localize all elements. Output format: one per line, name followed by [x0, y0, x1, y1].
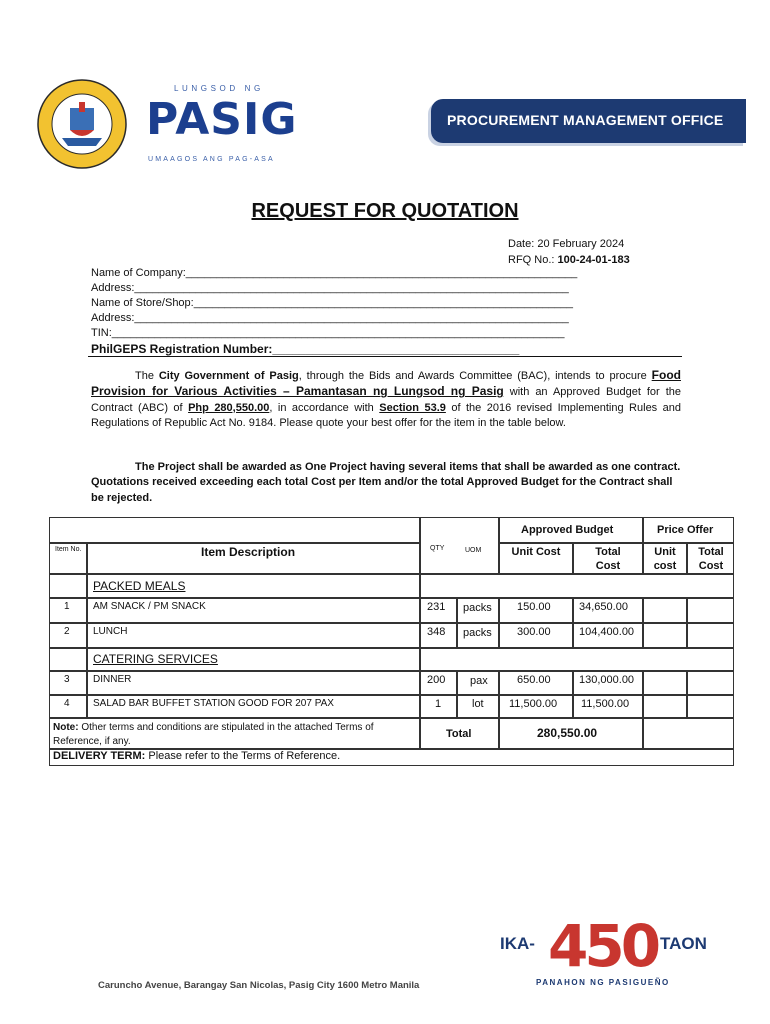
row-3-desc: DINNER — [93, 674, 132, 685]
row-3-unit-cost: 650.00 — [517, 674, 551, 686]
intro-text: of the 2016 revised Implementing Rules and Regulations of Republic Act No. 9184. Please quote your best offer for the item in the table below. — [91, 401, 681, 429]
award-paragraph — [91, 460, 681, 506]
item-no-label: Item No. — [55, 546, 82, 553]
row-4-qty: 1 — [435, 698, 442, 710]
intro-city: City Government of Pasig — [158, 370, 299, 382]
header-blank — [49, 517, 420, 543]
intro-text: The — [135, 370, 159, 382]
company-field[interactable]: Name of Company:________________________________________________________________ — [91, 267, 578, 279]
pasig-logo — [146, 84, 298, 168]
store-address-field[interactable]: Address:_______________________________________________________________________ — [91, 312, 569, 324]
section-cell — [49, 574, 87, 598]
intro-text: , through the Bids and Awards Committee (BAC), intends to procure — [298, 370, 652, 382]
city-seal-logo — [36, 78, 128, 170]
anniversary-tagline: PANAHON NG PASIGUEÑO — [536, 978, 670, 987]
section-cell — [420, 574, 734, 598]
row-2-unit-cost: 300.00 — [517, 626, 551, 638]
row-2-qty: 348 — [427, 626, 446, 638]
rfq-label: RFQ No.: — [508, 254, 558, 266]
anniversary-logo — [500, 912, 710, 992]
approved-budget-label: Approved Budget — [521, 524, 614, 536]
intro-paragraph — [91, 368, 681, 431]
delivery-term — [53, 750, 340, 762]
row-4-desc: SALAD BAR BUFFET STATION GOOD FOR 207 PAX — [93, 698, 334, 709]
address-field[interactable]: Address:_______________________________________________________________________ — [91, 282, 569, 294]
uom-label: UOM — [465, 547, 482, 554]
ika-text: IKA- — [500, 934, 535, 953]
note-text — [53, 721, 413, 749]
rfq-number: 100-24-01-183 — [557, 254, 630, 266]
offer-total-input[interactable] — [687, 598, 734, 623]
note-label: Note: — [53, 722, 79, 733]
row-3-uom: pax — [470, 675, 488, 687]
offer-total-input[interactable] — [687, 623, 734, 648]
row-1-uom: packs — [463, 602, 492, 614]
row-3-no: 3 — [64, 674, 70, 685]
row-3-total-cost: 130,000.00 — [579, 674, 635, 686]
date-label: Date: — [508, 238, 538, 250]
document-title: REQUEST FOR QUOTATION — [251, 200, 519, 222]
philgeps-field[interactable]: PhilGEPS Registration Number:_____________________________________ — [91, 342, 520, 356]
row-cell — [87, 623, 420, 648]
store-field[interactable]: Name of Store/Shop:______________________________________________________________ — [91, 297, 574, 309]
row-1-total-cost: 34,650.00 — [579, 601, 628, 613]
price-offer-label: Price Offer — [657, 524, 714, 536]
offer-unit-input[interactable] — [643, 623, 687, 648]
row-1-unit-cost: 150.00 — [517, 601, 551, 613]
logo-tagline: UMAAGOS ANG PAG-ASA — [148, 156, 275, 163]
abc-amount: Php 280,550.00 — [188, 401, 270, 414]
office-name: PROCUREMENT MANAGEMENT OFFICE — [447, 112, 724, 128]
section-ref: Section 53.9 — [379, 401, 446, 414]
offer-total-input[interactable] — [687, 671, 734, 695]
offer-unit-label: Unit cost — [653, 546, 677, 572]
award-text: The Project shall be awarded as One Project having several items that shall be awarded as one contract. Quotations received exceeding each total Cost per Item and/or the total Approved Budget for the Contract shall be rejected. — [91, 461, 681, 504]
row-cell — [87, 671, 420, 695]
row-4-no: 4 — [64, 698, 70, 709]
offer-unit-input[interactable] — [643, 695, 687, 718]
divider — [88, 356, 682, 357]
intro-text: , in accordance with — [269, 401, 380, 414]
row-2-desc: LUNCH — [93, 626, 128, 637]
row-4-total-cost: 11,500.00 — [581, 698, 630, 710]
supplier-fields — [91, 266, 681, 358]
office-address: Caruncho Avenue, Barangay San Nicolas, Pasig City 1600 Metro Manila — [98, 980, 420, 991]
row-3-qty: 200 — [427, 674, 446, 686]
offer-total-label: Total Cost — [698, 546, 724, 572]
section-cell — [49, 648, 87, 671]
tin-field[interactable]: TIN:__________________________________________________________________________ — [91, 327, 565, 339]
row-2-no: 2 — [64, 626, 70, 637]
anniversary-number: 450 — [548, 912, 658, 980]
logo-word: PASIG — [146, 94, 298, 145]
offer-unit-input[interactable] — [643, 598, 687, 623]
office-banner — [431, 99, 746, 143]
date-value: 20 February 2024 — [537, 238, 625, 250]
section-packed-meals: PACKED MEALS — [93, 579, 186, 593]
taon-text: TAON — [660, 934, 707, 953]
total-cost-label: Total Cost — [595, 546, 621, 572]
row-1-desc: AM SNACK / PM SNACK — [93, 601, 206, 612]
unit-cost-label: Unit Cost — [511, 546, 561, 558]
section-cell — [420, 648, 734, 671]
row-4-unit-cost: 11,500.00 — [509, 698, 558, 710]
row-4-uom: lot — [472, 698, 484, 710]
document-meta — [508, 236, 630, 268]
offer-total-input[interactable] — [687, 695, 734, 718]
note-body: Other terms and conditions are stipulated in the attached Terms of Reference, if any. — [53, 722, 374, 747]
project-name: Food Provision for Various Activities – Pamantasan ng Lungsod ng Pasig — [91, 368, 681, 399]
delivery-label: DELIVERY TERM: — [53, 750, 146, 762]
offer-grand-total-input[interactable] — [643, 718, 734, 749]
row-1-qty: 231 — [427, 601, 446, 613]
section-catering: CATERING SERVICES — [93, 652, 218, 666]
total-value: 280,550.00 — [537, 726, 598, 740]
row-2-uom: packs — [463, 627, 492, 639]
item-desc-label: Item Description — [201, 545, 296, 559]
delivery-text: Please refer to the Terms of Reference. — [145, 750, 341, 762]
logo-top-text: LUNGSOD NG — [174, 84, 264, 93]
qty-label: QTY — [430, 545, 445, 552]
intro-text: with an Approved Budget for the Contract (ABC) of — [91, 386, 682, 414]
row-1-no: 1 — [64, 601, 70, 612]
total-label: Total — [446, 728, 472, 740]
row-2-total-cost: 104,400.00 — [579, 626, 635, 638]
offer-unit-input[interactable] — [643, 671, 687, 695]
